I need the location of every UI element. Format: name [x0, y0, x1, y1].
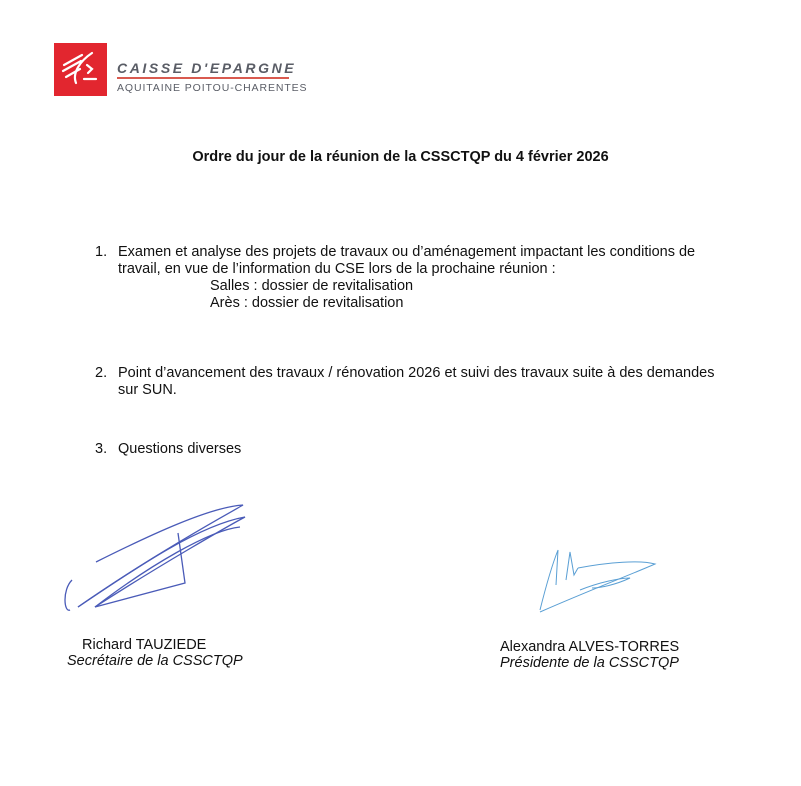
item-text: Questions diverses — [118, 441, 242, 457]
signatory-name: Richard TAUZIEDE — [82, 637, 207, 653]
squirrel-logo-icon — [54, 43, 107, 96]
brand-underline — [117, 77, 289, 79]
sub-item: Arès : dossier de revitalisation — [210, 295, 404, 311]
signature-alves-torres — [530, 540, 670, 620]
signatory-role: Présidente de la CSSCTQP — [500, 655, 679, 671]
signatory-role: Secrétaire de la CSSCTQP — [67, 653, 243, 669]
brand-region: AQUITAINE POITOU-CHARENTES — [117, 82, 308, 94]
item-number: 1. — [95, 244, 108, 260]
item-text: Point d’avancement des travaux / rénovation 2026 et suivi des travaux suite à des demandes — [118, 365, 715, 381]
item-number: 3. — [95, 441, 108, 457]
item-text: travail, en vue de l’information du CSE lors de la prochaine réunion : — [118, 261, 556, 277]
document-title: Ordre du jour de la réunion de la CSSCTQP du 4 février 2026 — [192, 149, 609, 165]
item-text: sur SUN. — [118, 382, 177, 398]
brand-name: CAISSE D'EPARGNE — [117, 60, 297, 76]
item-text: Examen et analyse des projets de travaux ou d’aménagement impactant les conditions de — [118, 244, 696, 260]
sub-item: Salles : dossier de revitalisation — [210, 278, 414, 294]
signatory-name: Alexandra ALVES-TORRES — [500, 639, 680, 655]
signature-tauziede — [60, 495, 260, 625]
item-number: 2. — [95, 365, 108, 381]
